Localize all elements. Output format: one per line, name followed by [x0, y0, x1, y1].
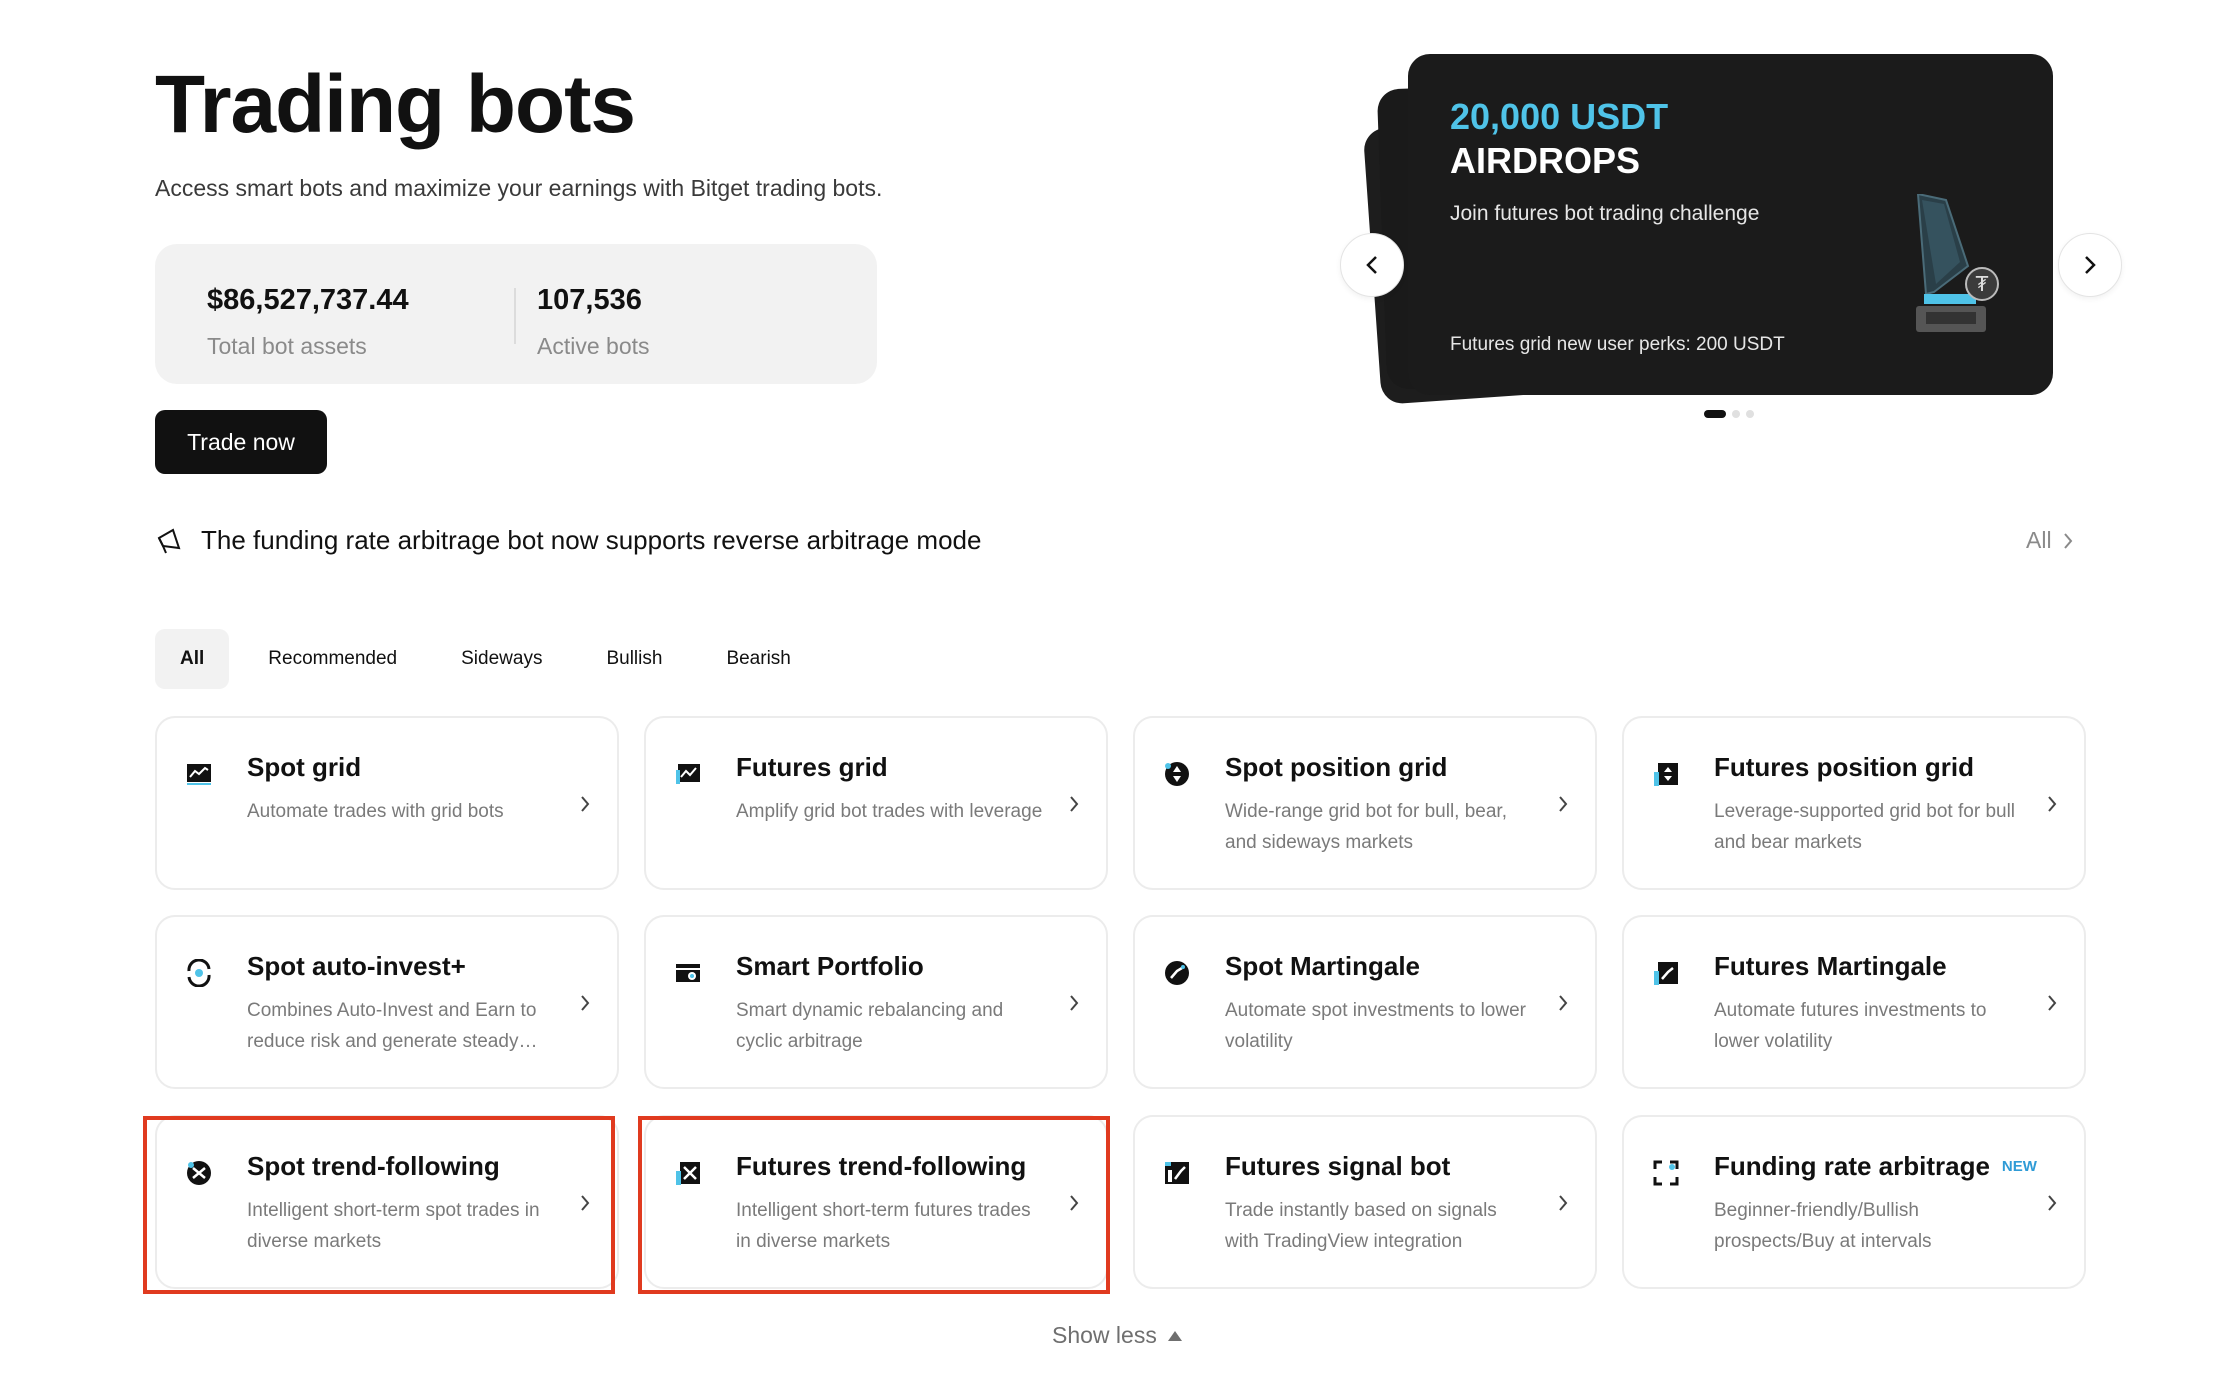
card-chevron	[1557, 794, 1569, 819]
spot-position-grid-icon	[1163, 760, 1191, 788]
bot-card-description: Intelligent short-term futures trades in diverse markets	[736, 1200, 1031, 1252]
bot-card-title	[1714, 752, 1974, 783]
page-title: Trading bots	[155, 59, 635, 150]
spot-grid-icon	[185, 760, 213, 788]
bot-card-title-text: Futures grid	[736, 752, 888, 782]
total-assets-value: $86,527,737.44	[207, 284, 409, 316]
funding-arbitrage-icon	[1652, 1159, 1680, 1187]
announcement-text: The funding rate arbitrage bot now supports reverse arbitrage mode	[201, 525, 982, 555]
bot-card-title-text: Futures Martingale	[1714, 951, 1947, 981]
chevron-right-icon	[2062, 531, 2074, 551]
carousel-prev-button[interactable]	[1340, 233, 1404, 297]
tab-bearish[interactable]: Bearish	[726, 648, 791, 669]
bot-card-description: Automate spot investments to lower volatility	[1225, 1000, 1526, 1052]
bot-card-description: Intelligent short-term spot trades in diverse markets	[247, 1200, 540, 1252]
new-badge: NEW	[2001, 1158, 2037, 1175]
tab-all[interactable]: All	[155, 629, 229, 689]
all-announcements-link[interactable]	[2026, 527, 2074, 554]
bot-card-title	[247, 951, 466, 982]
card-chevron	[1068, 993, 1080, 1018]
carousel-dot[interactable]	[1704, 410, 1726, 418]
chevron-right-icon	[2046, 794, 2058, 814]
chevron-right-icon	[579, 993, 591, 1013]
banner-subline: Join futures bot trading challenge	[1450, 202, 1760, 225]
total-assets-label: Total bot assets	[207, 333, 367, 359]
card-chevron	[579, 794, 591, 819]
promo-banner[interactable]	[1408, 54, 2053, 395]
bot-card-description: Combines Auto-Invest and Earn to reduce risk and generate steady…	[247, 1000, 538, 1052]
bot-card-description: Automate futures investments to lower volatility	[1714, 1000, 1987, 1052]
bot-card-description: Beginner-friendly/Bullish prospects/Buy at intervals	[1714, 1200, 1932, 1252]
banner-perk: Futures grid new user perks: 200 USDT	[1450, 334, 1785, 355]
card-chevron	[2046, 993, 2058, 1018]
chevron-left-icon	[1364, 254, 1380, 276]
active-bots-value: 107,536	[537, 284, 642, 316]
bot-card[interactable]	[155, 915, 619, 1089]
chevron-right-icon	[2046, 993, 2058, 1013]
svg-text:₮: ₮	[1975, 272, 1989, 296]
bot-card[interactable]	[155, 716, 619, 890]
bot-card-description: Automate trades with grid bots	[247, 801, 504, 822]
carousel-dot[interactable]	[1732, 410, 1740, 418]
chevron-right-icon	[579, 794, 591, 814]
bot-card-title-text: Spot position grid	[1225, 752, 1448, 782]
bot-card[interactable]	[644, 915, 1108, 1089]
bot-card[interactable]	[1622, 915, 2086, 1089]
smart-portfolio-icon	[674, 959, 702, 987]
futures-position-grid-icon	[1652, 760, 1680, 788]
active-bots-stat	[537, 284, 650, 360]
tab-sideways[interactable]: Sideways	[461, 648, 543, 669]
bot-card-description: Smart dynamic rebalancing and cyclic arbitrage	[736, 1000, 1004, 1052]
filter-tabs	[155, 629, 816, 689]
stats-divider	[514, 288, 516, 344]
futures-grid-icon	[674, 760, 702, 788]
card-chevron	[1068, 794, 1080, 819]
show-less-label: Show less	[1052, 1322, 1157, 1348]
bot-card-title	[1714, 1151, 2037, 1182]
announcement-bar[interactable]	[155, 525, 981, 556]
bot-card-description: Wide-range grid bot for bull, bear, and sideways markets	[1225, 801, 1507, 853]
bot-card-title	[1225, 951, 1420, 982]
bot-card[interactable]	[1622, 716, 2086, 890]
bot-card-title-text: Spot grid	[247, 752, 362, 782]
bot-card-title-text: Smart Portfolio	[736, 951, 924, 981]
bot-card[interactable]	[1622, 1115, 2086, 1289]
bot-card-title-text: Futures position grid	[1714, 752, 1974, 782]
page-subtitle: Access smart bots and maximize your earnings with Bitget trading bots.	[155, 175, 883, 201]
bot-card-title-text: Funding rate arbitrage	[1714, 1151, 1990, 1181]
bot-card-title-text: Futures trend-following	[736, 1151, 1027, 1181]
trophy-icon	[1898, 194, 2018, 344]
bot-card-description: Amplify grid bot trades with leverage	[736, 801, 1043, 822]
chevron-right-icon	[1068, 794, 1080, 814]
bot-card-title-text: Spot auto-invest+	[247, 951, 466, 981]
card-chevron	[579, 993, 591, 1018]
highlight-box	[638, 1116, 1110, 1294]
bot-card[interactable]	[1133, 1115, 1597, 1289]
show-less-button[interactable]	[1052, 1322, 1183, 1349]
banner-headline: AIRDROPS	[1450, 140, 1641, 181]
carousel-dot[interactable]	[1746, 410, 1754, 418]
chevron-right-icon	[1557, 993, 1569, 1013]
bot-card-title	[1225, 1151, 1450, 1182]
chevron-right-icon	[1557, 1193, 1569, 1213]
banner-amount: 20,000 USDT	[1450, 96, 1669, 137]
bot-card-title	[736, 951, 924, 982]
bot-card-title	[247, 752, 361, 783]
highlight-box	[143, 1116, 615, 1294]
bot-card-description: Leverage-supported grid bot for bull and bear markets	[1714, 801, 2016, 853]
card-chevron	[2046, 794, 2058, 819]
megaphone-icon	[155, 526, 185, 556]
carousel-next-button[interactable]	[2058, 233, 2122, 297]
auto-invest-icon	[185, 959, 213, 987]
bot-card[interactable]	[644, 716, 1108, 890]
tab-bullish[interactable]: Bullish	[606, 648, 663, 669]
bot-card[interactable]	[1133, 915, 1597, 1089]
card-chevron	[1557, 993, 1569, 1018]
all-link-label: All	[2026, 527, 2052, 553]
bot-card-title	[736, 752, 888, 783]
tab-recommended[interactable]: Recommended	[268, 648, 398, 669]
futures-martingale-icon	[1652, 959, 1680, 987]
spot-martingale-icon	[1163, 959, 1191, 987]
stats-panel	[155, 244, 877, 384]
chevron-right-icon	[2046, 1193, 2058, 1213]
bot-card-title	[1225, 752, 1447, 783]
bot-card-description: Trade instantly based on signals with TradingView integration	[1225, 1200, 1497, 1252]
trade-now-button[interactable]: Trade now	[155, 410, 327, 474]
chevron-right-icon	[1068, 993, 1080, 1013]
triangle-up-icon	[1167, 1330, 1183, 1342]
chevron-right-icon	[2082, 254, 2098, 276]
chevron-right-icon	[1557, 794, 1569, 814]
total-assets-stat	[207, 284, 409, 360]
signal-bot-icon	[1163, 1159, 1191, 1187]
active-bots-label: Active bots	[537, 333, 650, 359]
bot-card-title-text: Spot trend-following	[247, 1151, 500, 1181]
bot-card-title	[1714, 951, 1947, 982]
bot-card[interactable]	[1133, 716, 1597, 890]
bot-card-title-text: Spot Martingale	[1225, 951, 1421, 981]
card-chevron	[2046, 1193, 2058, 1218]
carousel-dots	[1704, 410, 1754, 418]
card-chevron	[1557, 1193, 1569, 1218]
bot-card-title-text: Futures signal bot	[1225, 1151, 1451, 1181]
